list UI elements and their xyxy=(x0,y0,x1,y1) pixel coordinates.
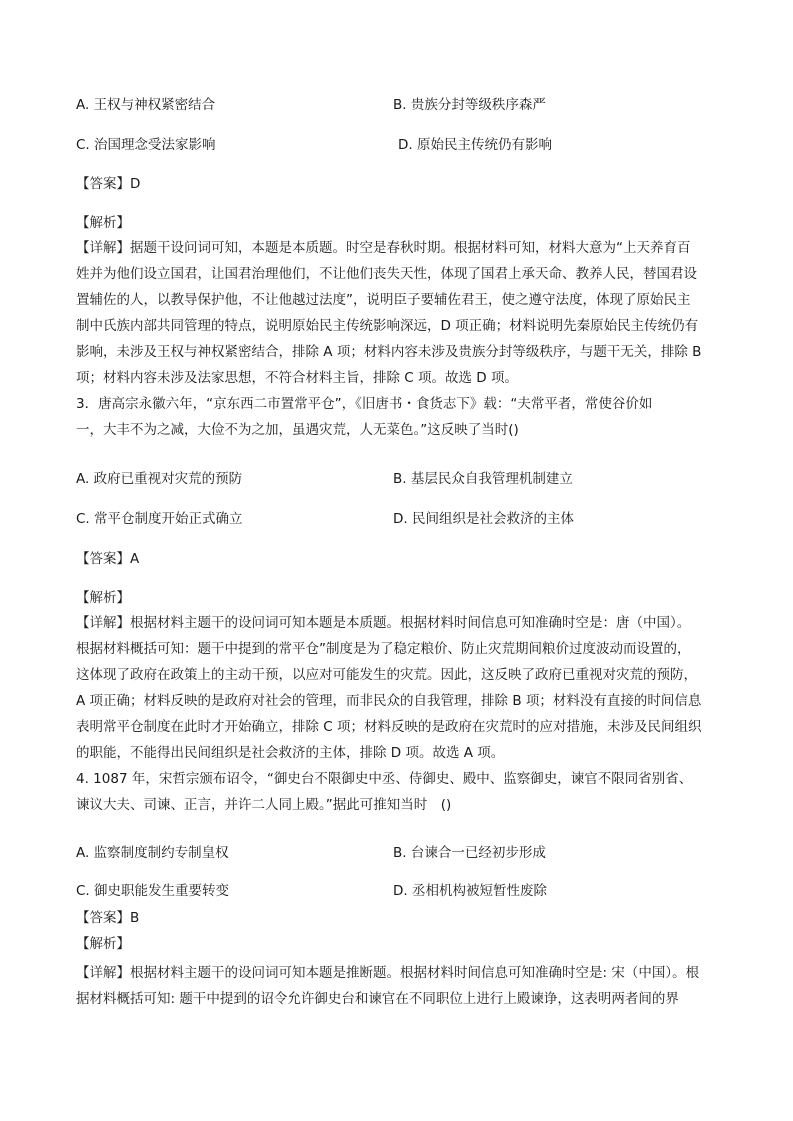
q3-option-a: A. 政府已重视对灾荒的预防 xyxy=(76,471,243,487)
q4-stem-line: 谏议大夫、司谏、正言，并许二人同上殿。”据此可推知当时 () xyxy=(76,797,452,813)
q4-analysis-label: 【解析】 xyxy=(76,936,130,952)
q2-detail-line: 制中氏族内部共同管理的特点，说明原始民主传统影响深远，D 项正确；材料说明先秦原始民主传统仍有 xyxy=(76,318,699,334)
q2-detail-line: 姓并为他们设立国君，让国君治理他们，不让他们丧失天性，体现了国君上承天命、教养人民，替国君设 xyxy=(76,266,697,282)
q4-option-c: C. 御史职能发生重要转变 xyxy=(76,883,230,899)
q4-stem-line: 4. 1087 年，宋哲宗颁布诏令，“御史台不限御史中丞、侍御史、殿中、监察御史，谏官不限同省别省、 xyxy=(76,771,693,787)
q2-detail-line: 影响，未涉及王权与神权紧密结合，排除 A 项；材料内容未涉及贵族分封等级秩序，与题干无关，排除 B xyxy=(76,344,702,360)
q2-option-a: A. 王权与神权紧密结合 xyxy=(76,97,216,113)
q4-detail-line: 据材料概括可知: 题干中提到的诏令允许御史台和谏官在不同职位上进行上殿谏诤，这表明两者间的界 xyxy=(76,991,679,1007)
q3-option-c: C. 常平仓制度开始正式确立 xyxy=(76,511,243,527)
q4-option-b: B. 台谏合一已经初步形成 xyxy=(393,845,546,861)
q2-detail-line: 项；材料内容未涉及法家思想，不符合材料主旨，排除 C 项。故选 D 项。 xyxy=(76,370,518,386)
q2-analysis-label: 【解析】 xyxy=(76,215,130,231)
q2-detail-line: 【详解】据题干设问词可知，本题是本质题。时空是春秋时期。根据材料可知，材料大意为“上天养育百 xyxy=(76,240,691,256)
q3-detail-line: A 项正确；材料反映的是政府对社会的管理，而非民众的自我管理，排除 B 项；材料没有直接的时间信息 xyxy=(76,693,702,709)
q2-detail-line: 置辅佐的人，以教导保护他，不让他越过法度”，说明臣子要辅佐君王，使之遵守法度，体现了原始民主 xyxy=(76,292,691,308)
q3-stem-line: 一，大丰不为之减，大俭不为之加，虽遇灾荒，人无菜色。”这反映了当时() xyxy=(76,422,519,438)
q2-option-c: C. 治国理念受法家影响 xyxy=(76,137,216,153)
q3-detail-line: 表明常平仓制度在此时才开始确立，排除 C 项；材料反映的是政府在灾荒时的应对措施，未涉及民间组织 xyxy=(76,719,702,735)
q3-stem-line: 3．唐高宗永徽六年，“京东西二市置常平仓”，《旧唐书・食货志下》载：“夫常平者，常使谷价如 xyxy=(76,396,653,412)
q2-option-b: B. 贵族分封等级秩序森严 xyxy=(393,97,546,113)
q4-answer: 【答案】B xyxy=(76,910,140,926)
q3-option-b: B. 基层民众自我管理机制建立 xyxy=(393,471,573,487)
q3-detail-line: 的职能，不能得出民间组织是社会救济的主体，排除 D 项。故选 A 项。 xyxy=(76,745,505,761)
q3-detail-line: 根据材料概括可知：题干中提到的常平仓”制度是为了稳定粮价、防止灾荒期间粮价过度波动而设置的， xyxy=(76,641,691,657)
q4-detail xyxy=(76,960,716,1012)
q2-option-d: D. 原始民主传统仍有影响 xyxy=(398,137,552,153)
q3-option-d: D. 民间组织是社会救济的主体 xyxy=(393,511,574,527)
q4-option-a: A. 监察制度制约专制皇权 xyxy=(76,845,229,861)
q3-stem xyxy=(76,391,716,443)
q4-stem xyxy=(76,766,716,818)
q3-detail-line: 【详解】根据材料主题干的设问词可知本题是本质题。根据材料时间信息可知准确时空是：唐（中国）。 xyxy=(76,615,691,631)
q3-detail xyxy=(76,610,716,766)
q4-option-d: D. 丞相机构被短暂性废除 xyxy=(393,883,547,899)
q3-analysis-label: 【解析】 xyxy=(76,590,130,606)
q3-answer: 【答案】A xyxy=(76,551,140,567)
q3-detail-line: 这体现了政府在政策上的主动干预，以应对可能发生的灾荒。因此，这反映了政府已重视对灾荒的预防， xyxy=(76,667,697,683)
q2-detail xyxy=(76,235,716,391)
q2-answer: 【答案】D xyxy=(76,176,141,192)
q4-detail-line: 【详解】根据材料主题干的设问词可知本题是推断题。根据材料时间信息可知准确时空是: 宋（中国）。根 xyxy=(76,965,700,981)
